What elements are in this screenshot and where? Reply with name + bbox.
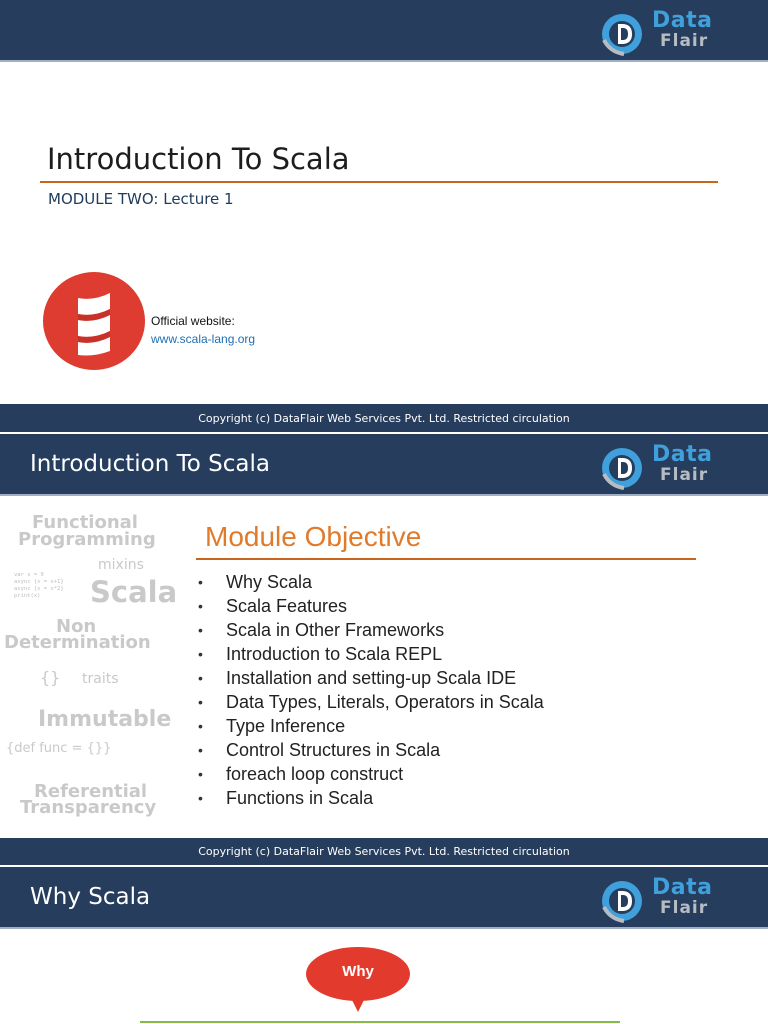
cloud-scala: Scala xyxy=(90,575,178,609)
why-bubble xyxy=(305,946,411,1004)
cloud-referential: Referential xyxy=(34,781,148,802)
list-item: • foreach loop construct xyxy=(198,764,404,784)
list-item: • Why Scala xyxy=(198,572,313,592)
cloud-immutable: Immutable xyxy=(38,707,172,732)
list-item: • Introduction to Scala REPL xyxy=(198,644,443,664)
cloud-functional: Functional xyxy=(32,512,138,533)
cloud-traits: traits xyxy=(82,671,119,687)
slide1-title: Introduction To Scala xyxy=(47,142,350,176)
slide2-copyright: Copyright (c) DataFlair Web Services Pvt. Ltd. Restricted circulation xyxy=(198,845,570,858)
list-item: • Data Types, Literals, Operators in Scala xyxy=(198,692,544,712)
bullet: • xyxy=(198,718,203,734)
logo-word-data: Data xyxy=(652,442,713,467)
bullet: • xyxy=(198,646,203,662)
cloud-programming: Programming xyxy=(18,529,156,550)
logo-word-flair: Flair xyxy=(660,465,709,485)
cloud-transparency: Transparency xyxy=(20,797,157,818)
slide2-header-title: Introduction To Scala xyxy=(30,451,270,477)
bullet: • xyxy=(198,766,203,782)
slide2-footer-bar xyxy=(0,838,768,865)
bullet: • xyxy=(198,670,203,686)
dataflair-logo xyxy=(600,873,730,923)
cloud-determination: Determination xyxy=(4,632,151,653)
list-item: • Scala in Other Frameworks xyxy=(198,620,445,640)
list-item: • Scala Features xyxy=(198,596,348,616)
slide2-header-bar xyxy=(0,434,768,496)
slide3-header-bar xyxy=(0,867,768,929)
bullet: • xyxy=(198,742,203,758)
official-website-link[interactable]: www.scala-lang.org xyxy=(151,332,256,346)
bullet: • xyxy=(198,622,203,638)
logo-word-data: Data xyxy=(652,8,713,33)
bullet: • xyxy=(198,694,203,710)
objective-rule xyxy=(196,558,696,560)
slide1-copyright: Copyright (c) DataFlair Web Services Pvt. Ltd. Restricted circulation xyxy=(198,412,570,425)
cloud-non: Non xyxy=(56,616,97,637)
cloud-mixins: mixins xyxy=(98,557,144,573)
logo-word-data: Data xyxy=(652,875,713,900)
dataflair-logo-icon xyxy=(600,446,644,490)
dataflair-logo-icon xyxy=(600,879,644,923)
slide1-title-rule xyxy=(40,181,718,183)
bullet: • xyxy=(198,790,203,806)
list-item: • Functions in Scala xyxy=(198,788,374,808)
slide1-footer-bar xyxy=(0,404,768,432)
speech-bubble-icon xyxy=(305,946,411,1014)
bullet: • xyxy=(198,598,203,614)
list-item: • Type Inference xyxy=(198,716,346,736)
slide1-header-bar xyxy=(0,0,768,62)
logo-word-flair: Flair xyxy=(660,898,709,918)
logo-word-flair: Flair xyxy=(660,31,709,51)
slide3-header-title: Why Scala xyxy=(30,884,151,910)
why-bubble-text: Why xyxy=(342,963,374,980)
cloud-code-snippet: var x = 0 async {x = x+1} async {x = x*2} print(x) xyxy=(14,572,64,599)
green-rule xyxy=(140,1021,620,1023)
dataflair-logo xyxy=(600,440,730,490)
scala-logo-icon xyxy=(42,271,146,371)
module-objective-heading: Module Objective xyxy=(205,521,422,552)
cloud-braces: {} xyxy=(40,668,61,687)
cloud-def-func: {def func = {}} xyxy=(6,741,112,756)
dataflair-logo xyxy=(600,6,730,56)
list-item: • Control Structures in Scala xyxy=(198,740,441,760)
official-website-label: Official website: xyxy=(151,314,235,328)
bullet: • xyxy=(198,574,203,590)
slide1-subtitle: MODULE TWO: Lecture 1 xyxy=(48,190,234,208)
list-item: • Installation and setting-up Scala IDE xyxy=(198,668,517,688)
dataflair-logo-icon xyxy=(600,12,644,56)
objectives-list xyxy=(198,570,544,810)
